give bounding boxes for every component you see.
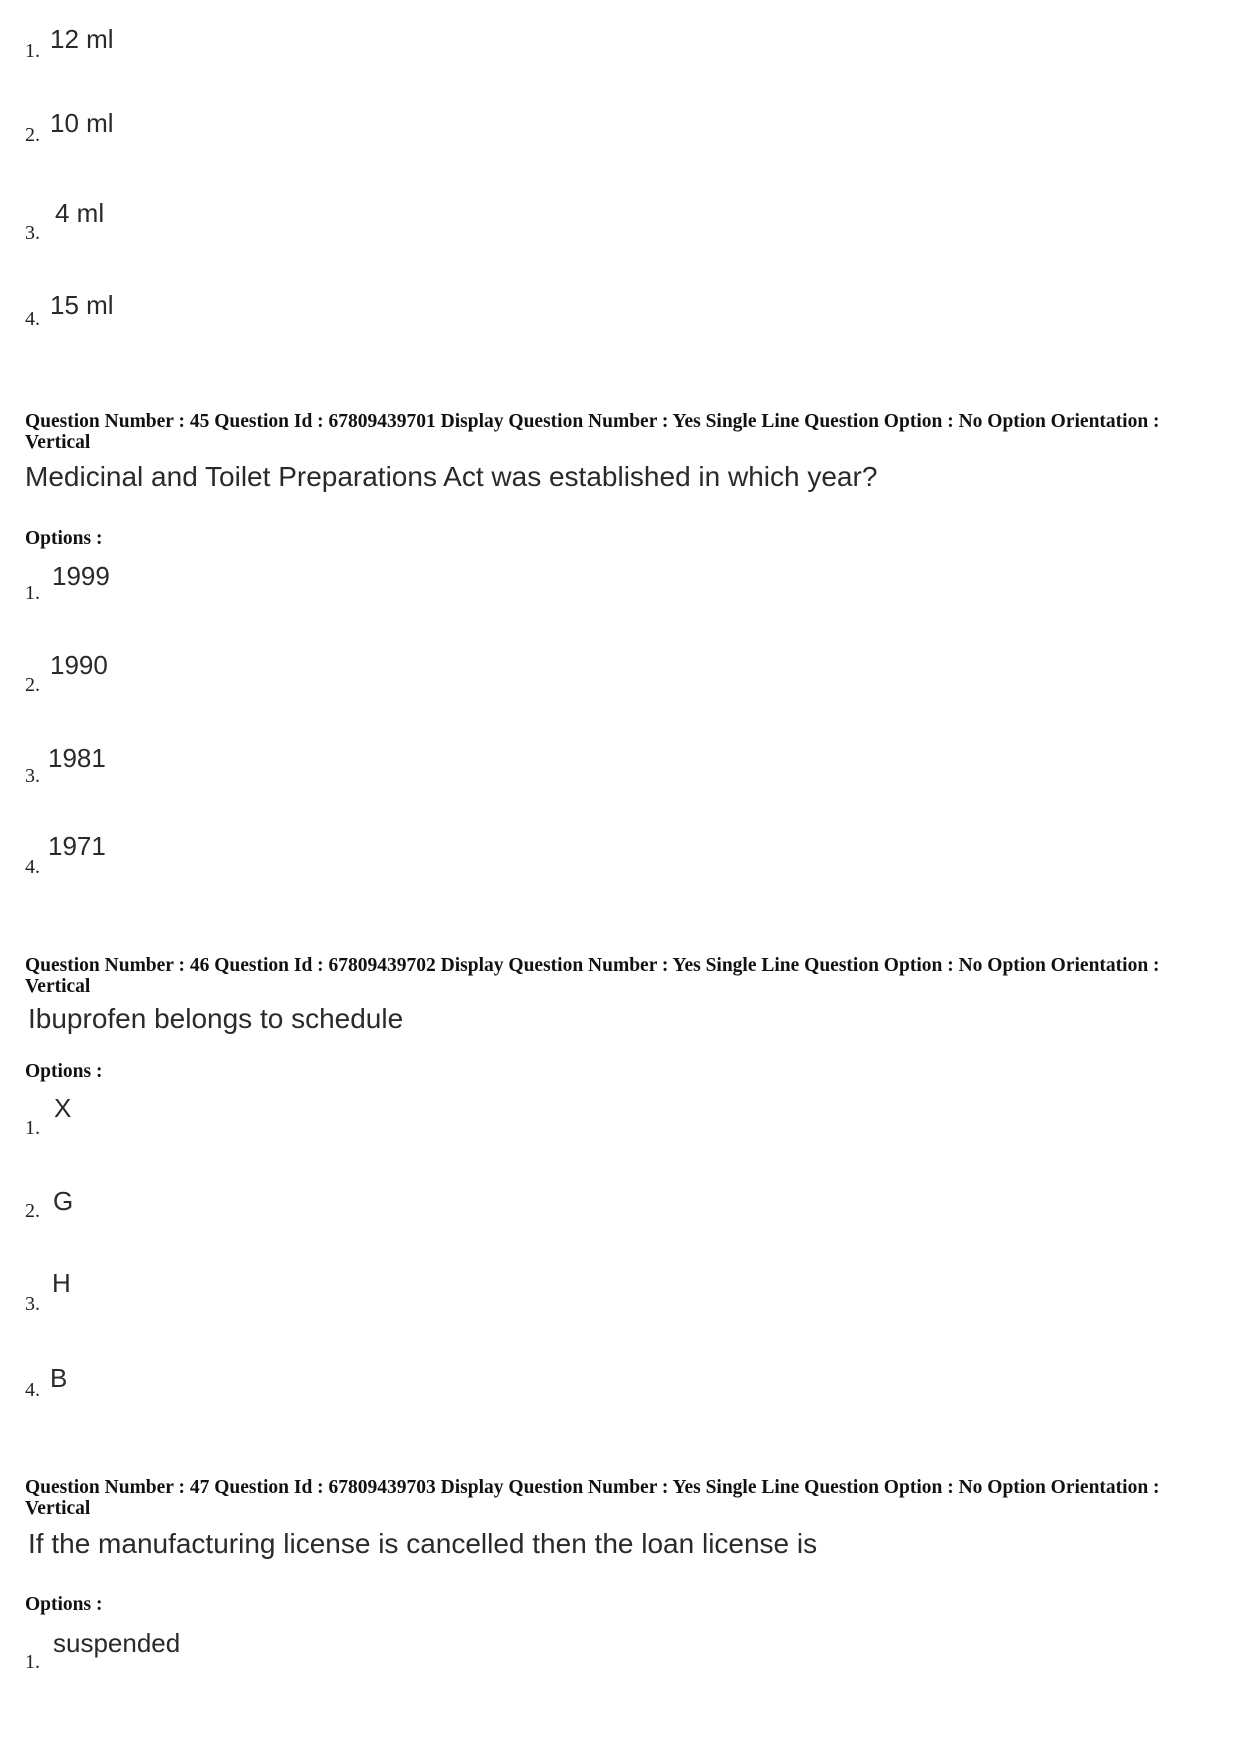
option-text: G: [53, 1186, 74, 1216]
option-number: 1.: [25, 1117, 40, 1139]
question-meta: Question Number : 46 Question Id : 67809439702 Display Question Number : Yes Single Line Question Option : No Option Orientation : Vertical: [25, 955, 1160, 997]
question-text: Medicinal and Toilet Preparations Act was established in which year?: [25, 461, 878, 492]
question-meta: Question Number : 47 Question Id : 67809439703 Display Question Number : Yes Single Line Question Option : No Option Orientation : Vertical: [25, 1477, 1160, 1519]
option-text: 15 ml: [50, 290, 114, 320]
option-number: 2.: [25, 1200, 40, 1222]
option-text: suspended: [53, 1628, 181, 1658]
options-label: Options :: [25, 1061, 103, 1082]
option-number: 1.: [25, 582, 40, 604]
option-text: 10 ml: [50, 108, 114, 138]
option-text: 12 ml: [50, 24, 114, 54]
question-meta: Question Number : 45 Question Id : 67809439701 Display Question Number : Yes Single Line Question Option : No Option Orientation : Vertical: [25, 411, 1160, 453]
option-number: 3.: [25, 222, 40, 244]
option-text: B: [50, 1363, 68, 1393]
option-number: 1.: [25, 1651, 40, 1673]
question-text: Ibuprofen belongs to schedule: [28, 1003, 404, 1034]
option-text: X: [54, 1093, 72, 1123]
question-text: If the manufacturing license is cancelled then the loan license is: [28, 1528, 818, 1559]
option-text: 1999: [52, 561, 110, 591]
option-number: 3.: [25, 1293, 40, 1315]
option-text: 4 ml: [55, 198, 105, 228]
option-text: 1990: [50, 650, 108, 680]
option-number: 4.: [25, 856, 40, 878]
option-number: 1.: [25, 40, 40, 62]
option-text: H: [52, 1268, 71, 1298]
option-text: 1971: [48, 831, 106, 861]
option-text: 1981: [48, 743, 106, 773]
option-number: 2.: [25, 674, 40, 696]
option-number: 4.: [25, 1379, 40, 1401]
option-number: 3.: [25, 765, 40, 787]
options-label: Options :: [25, 1594, 103, 1615]
option-number: 4.: [25, 308, 40, 330]
options-label: Options :: [25, 528, 103, 549]
option-number: 2.: [25, 124, 40, 146]
